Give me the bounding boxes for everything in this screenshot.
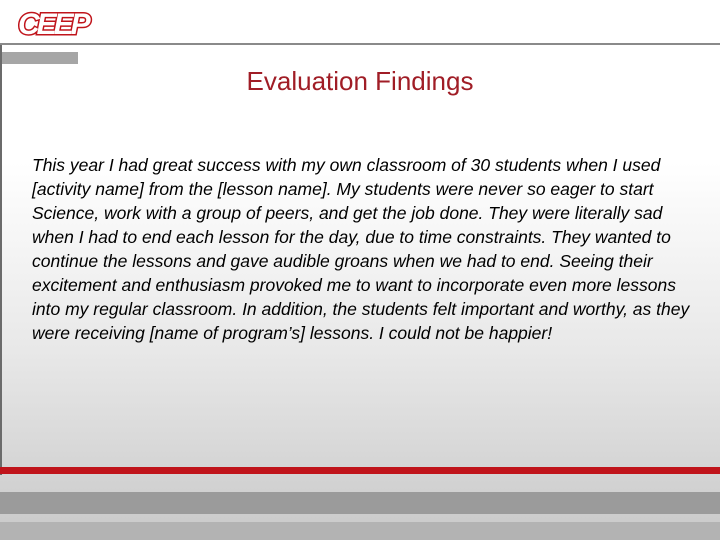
footer-gray-band: [0, 492, 720, 514]
footer-bottom-band: [0, 522, 720, 540]
logo-text: CEEP: [18, 8, 88, 41]
slide-title: Evaluation Findings: [246, 66, 474, 96]
header-divider: [0, 43, 720, 45]
ceep-logo: [18, 8, 88, 42]
testimonial-text: This year I had great success with my own classroom of 30 students when I used [activity name] from the [lesson name]. My students were never so eager to start Science, work with a group of peers, and get the job done. They were literally sad when I had to end each lesson for the day, due to time constraints. They wanted to continue the lessons and gave audible groans when we had to end. Seeing their excitement and enthusiasm provoked me to want to incorporate even more lessons into my regular classroom. In addition, the students felt important and worthy, as they were receiving [name of program’s] lessons. I could not be happier!: [32, 155, 690, 343]
footer-red-bar: [0, 467, 720, 474]
header-tab-decoration: [0, 52, 78, 64]
left-edge-line: [0, 45, 2, 475]
